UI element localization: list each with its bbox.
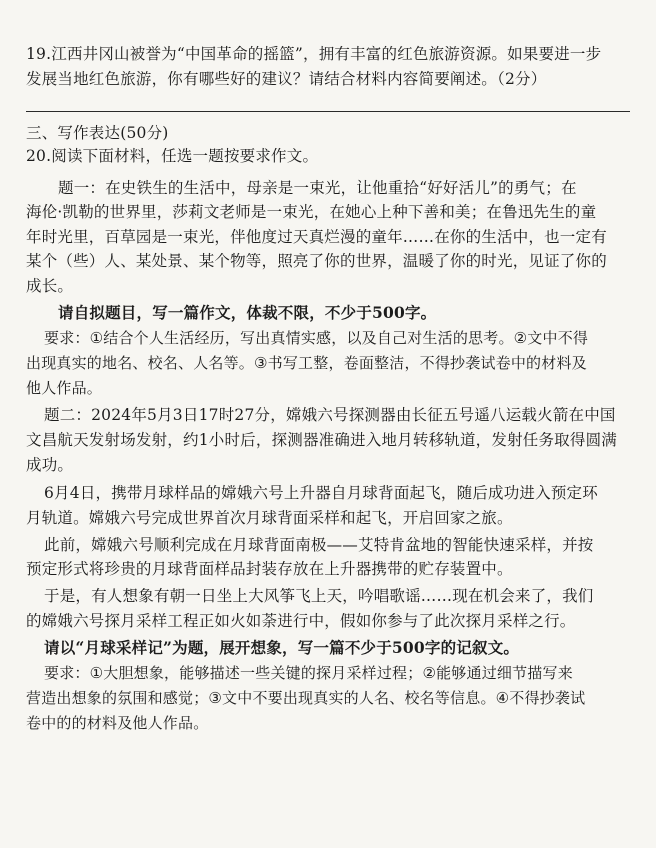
topic-1-line-2: 海伦·凯勒的世界里，莎莉文老师是一束光，在她心上种下善和美；在鲁迅先生的童	[26, 203, 597, 221]
question-20-intro: 20.阅读下面材料，任选一题按要求作文。	[26, 147, 319, 165]
topic-2-requirements-line-2: 营造出想象的氛围和感觉；③文中不要出现真实的人名、校名等信息。④不得抄袭试	[26, 689, 586, 707]
question-19-line-1: 19.江西井冈山被誉为“中国革命的摇篮”，拥有丰富的红色旅游资源。如果要进一步	[26, 45, 602, 63]
topic-2-instruction: 请以“月球采样记”为题，展开想象，写一篇不少于500字的记叙文。	[44, 638, 520, 657]
topic-2-line-6: 此前，嫦娥六号顺利完成在月球背面南极——艾特肯盆地的智能快速采样，并按	[44, 536, 594, 554]
topic-2-line-1: 题二：2024年5月3日17时27分，嫦娥六号探测器由长征五号遥八运载火箭在中国	[44, 406, 616, 424]
topic-2-line-8: 于是，有人想象有朝一日坐上大风筝飞上天，吟唱歌谣……现在机会来了，我们	[44, 587, 594, 605]
topic-2-requirements-line-3: 卷中的的材料及他人作品。	[26, 714, 209, 732]
topic-2-line-4: 6月4日，携带月球样品的嫦娥六号上升器自月球背面起飞，随后成功进入预定环	[44, 484, 598, 502]
topic-2-line-2: 文昌航天发射场发射，约1小时后，探测器准确进入地月转移轨道，发射任务取得圆满	[26, 431, 617, 449]
topic-1-requirements-line-1: 要求：①结合个人生活经历，写出真情实感，以及自己对生活的思考。②文中不得	[44, 329, 589, 347]
topic-2-line-9: 的嫦娥六号探月采样工程正如火如荼进行中，假如你参与了此次探月采样之行。	[26, 612, 576, 630]
topic-2-line-7: 预定形式将珍贵的月球背面样品封装存放在上升器携带的贮存装置中。	[26, 560, 513, 578]
divider-line	[26, 111, 630, 112]
topic-2-line-3: 成功。	[26, 456, 74, 474]
topic-1-requirements-line-2: 出现真实的地名、校名、人名等。③书写工整，卷面整洁，不得抄袭试卷中的材料及	[26, 354, 587, 372]
topic-2-line-5: 月轨道。嫦娥六号完成世界首次月球背面采样和起飞，开启回家之旅。	[26, 509, 513, 527]
topic-1-requirements-line-3: 他人作品。	[26, 379, 103, 397]
topic-1-line-1: 题一：在史铁生的生活中，母亲是一束光，让他重拾“好好活儿”的勇气；在	[58, 179, 577, 197]
topic-1-line-3: 年时光里，百草园是一束光，伴他度过天真烂漫的童年……在你的生活中，也一定有	[26, 228, 607, 246]
section-title: 三、写作表达(50分)	[26, 124, 169, 142]
topic-1-line-5: 成长。	[26, 277, 74, 295]
topic-1-instruction: 请自拟题目，写一篇作文，体裁不限，不少于500字。	[58, 303, 437, 322]
question-19-line-2: 发展当地红色旅游，你有哪些好的建议？请结合材料内容简要阐述。（2分）	[26, 70, 547, 88]
topic-1-line-4: 某个（些）人、某处景、某个物等，照亮了你的世界，温暖了你的时光，见证了你的	[26, 252, 607, 270]
topic-2-requirements-line-1: 要求：①大胆想象，能够描述一些关键的探月采样过程；②能够通过细节描写来	[44, 664, 573, 682]
